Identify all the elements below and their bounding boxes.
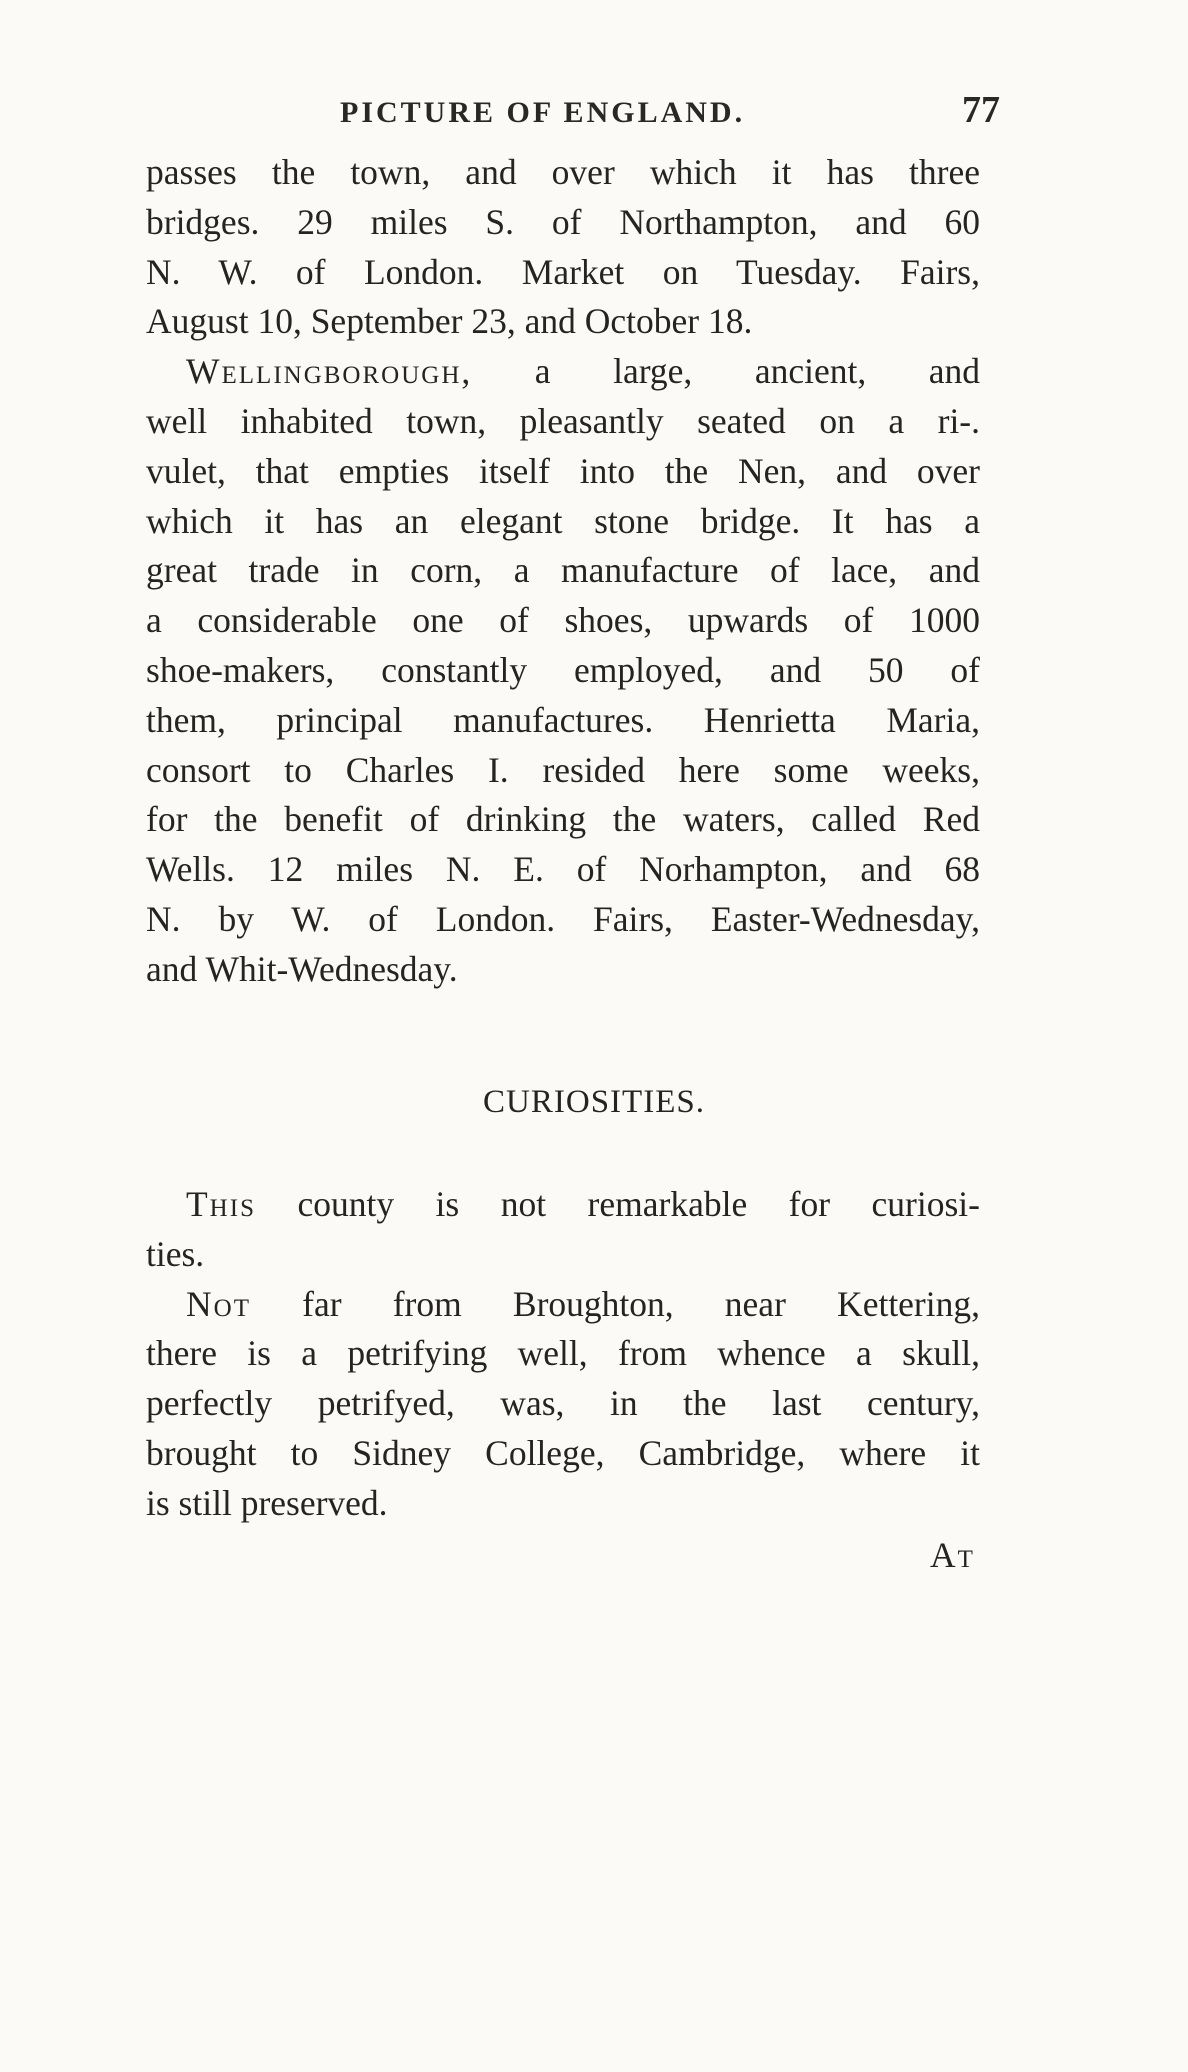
text-line: great trade in corn, a manufacture of lace, and bbox=[146, 550, 980, 591]
text-line: there is a petrifying well, from whence a skull, bbox=[146, 1333, 980, 1374]
text-line: and Whit-Wednesday. bbox=[146, 948, 458, 989]
text-line: which it has an elegant stone bridge. It has a bbox=[146, 500, 980, 541]
text-line: well inhabited town, pleasantly seated on a ri-. bbox=[146, 400, 980, 441]
text-line: vulet, that empties itself into the Nen, and over bbox=[146, 450, 980, 491]
text-line: Wells. 12 miles N. E. of Norhampton, and 68 bbox=[146, 849, 980, 890]
lead-word: Wellingborough, bbox=[186, 351, 473, 392]
lead-line-rest: county is not remarkable for curiosi- bbox=[297, 1184, 980, 1224]
text-line: them, principal manufactures. Henrietta Maria, bbox=[146, 699, 980, 740]
text-line: bridges. 29 miles S. of Northampton, and 60 bbox=[146, 201, 980, 242]
text-line: is still preserved. bbox=[146, 1482, 388, 1523]
paragraph-first-line bbox=[146, 1180, 980, 1230]
text-line: N. by W. of London. Fairs, Easter-Wednesday, bbox=[146, 898, 980, 939]
text-line: passes the town, and over which it has three bbox=[146, 152, 980, 192]
paragraph-first-line bbox=[146, 1280, 980, 1330]
section-heading: CURIOSITIES. bbox=[483, 1084, 705, 1120]
text-line: shoe-makers, constantly employed, and 50 of bbox=[146, 649, 980, 690]
text-block-lower bbox=[146, 1180, 980, 1529]
text-line: ties. bbox=[146, 1233, 205, 1274]
lead-line-rest: far from Broughton, near Kettering, bbox=[302, 1283, 980, 1324]
running-title: PICTURE OF ENGLAND. bbox=[340, 96, 746, 129]
lead-word: Not bbox=[186, 1283, 251, 1324]
page-number: 77 bbox=[962, 89, 1000, 131]
text-line: N. W. of London. Market on Tuesday. Fairs, bbox=[146, 251, 980, 292]
text-line: perfectly petrifyed, was, in the last century, bbox=[146, 1383, 980, 1424]
text-block-upper bbox=[146, 148, 980, 995]
lead-line-rest: a large, ancient, and bbox=[534, 351, 980, 392]
paragraph-first-line bbox=[146, 347, 980, 397]
text-line: a considerable one of shoes, upwards of 1000 bbox=[146, 600, 980, 641]
lead-word: This bbox=[186, 1184, 256, 1224]
text-line: August 10, September 23, and October 18. bbox=[146, 301, 753, 342]
text-line: for the benefit of drinking the waters, called Red bbox=[146, 799, 980, 840]
catchword: At bbox=[930, 1535, 975, 1575]
text-line: brought to Sidney College, Cambridge, where it bbox=[146, 1432, 980, 1473]
text-line: consort to Charles I. resided here some weeks, bbox=[146, 749, 980, 790]
